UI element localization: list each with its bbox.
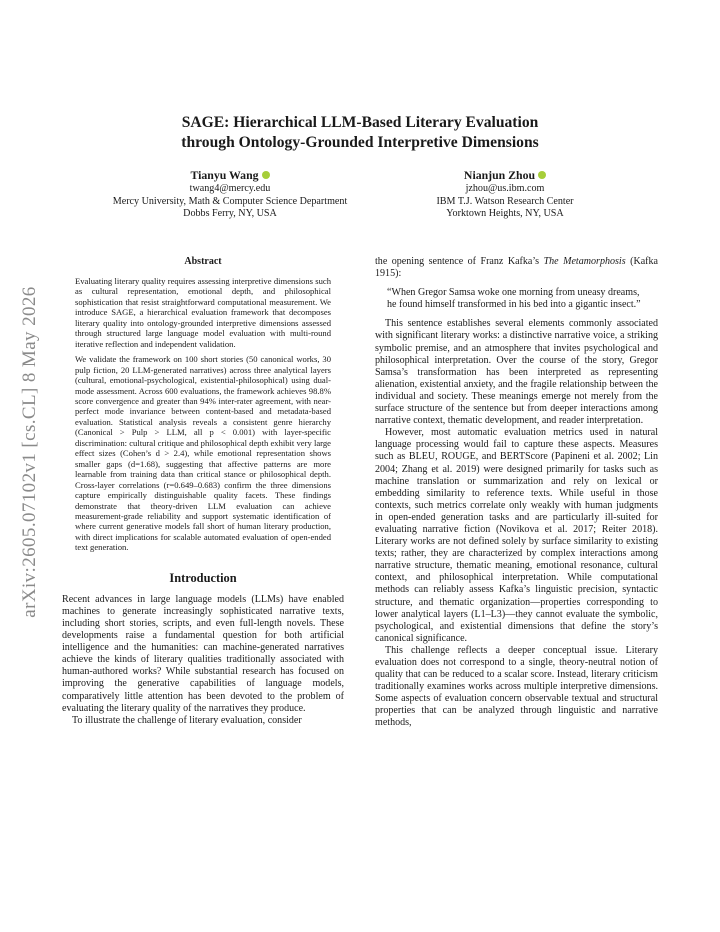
abstract-heading: Abstract [184,256,222,267]
abstract-paragraph: We validate the framework on 100 short stories (50 canonical works, 30 pulp fiction, 20 LLM-generated narratives) across three analytical layers (cultural, emotional-psychological, existential-philosophical) using dual-mode assessment. Across 600 evaluations, the framework achieves 98.8% score convergence and greater than 94% inter-rater agreement, with near-perfect mode invariance between content-based and metadata-based evaluation. Statistical analysis reveals a consistent genre hierarchy (Canonical > Pulp > LLM, all p < 0.001) with layer-specific discrimination: cultural critique and philosophical depth exhibit very large effect sizes (Cohen’s d > 2.4), while emotional representation shows smaller gaps (d=1.68), suggesting that affective patterns are more learnable from training data than critical stance or philosophical depth. Cross-layer correlations (r=0.649–0.683) confirm the three dimensions capture empirically distinguishable quality facets. These findings demonstrate that theory-driven LLM evaluation can achieve measurement-grade reliability and support systematic identification of where current generative models fall short of human literary production, with direct implications for scalable automated evaluation of open-ended text generation. [75,354,331,553]
author-email[interactable]: twang4@mercy.edu [189,183,271,194]
author-name-line [80,168,380,183]
author-block-2 [374,168,636,221]
title-line-1: SAGE: Hierarchical LLM-Based Literary Evaluation [181,114,539,131]
arxiv-stamp-text: arXiv:2605.07102v1 [cs.CL] 8 May 2026 [19,286,40,618]
abstract-paragraph: Evaluating literary quality requires assessing interpretive dimensions such as cultural representation, emotional depth, and philosophical sophistication that resist straightforward computational measurement. We introduce SAGE, a hierarchical evaluation framework that decomposes literary quality into ontology-grounded interpretive dimensions assessed through structured large language model evaluation with multi-round iterative reflection and independent validation. [75,276,331,349]
arxiv-identifier-stamp [17,262,43,642]
author-block-1 [80,168,380,221]
title-line-2: through Ontology-Grounded Interpretive Dimensions [181,134,539,151]
body-paragraph: This sentence establishes several elements commonly associated with significant literary works: a distinctive narrative voice, a striking symbolic premise, and an atmosphere that invites psychological and philosophical interpretation. Over the course of the story, Gregor Samsa’s transformation has been interpreted as representing alienation, existential anxiety, and the fragile relationship between the individual and society. These meanings emerge not merely from the surface structure of the sentence but from deeper interactions among narrative context, thematic development, and reader interpretation. [375,318,658,427]
intro-paragraph: To illustrate the challenge of literary evaluation, consider [72,714,302,726]
author-location: Dobbs Ferry, NY, USA [183,208,277,219]
author-affiliation: Mercy University, Math & Computer Science Department [112,195,348,207]
work-title: The Metamorphosis [543,256,626,267]
block-quote: “When Gregor Samsa woke one morning from uneasy dreams, he found himself transformed in his bed into a gigantic insect.” [387,287,641,311]
opening-paragraph [375,256,658,280]
author-location: Yorktown Heights, NY, USA [446,208,564,219]
orcid-icon[interactable] [262,171,270,179]
author-name: Tianyu Wang [190,168,259,182]
author-email[interactable]: jzhou@us.ibm.com [465,183,545,194]
author-affiliation: IBM T.J. Watson Research Center [436,195,574,207]
body-paragraph: However, most automatic evaluation metrics used in natural language processing would fail to capture these aspects. Measures such as BLEU, ROUGE, and BERTScore (Papineni et al. 2002; Lin 2004; Zhang et al. 2019) were designed primarily for tasks such as machine translation or summarization and rely on lexical or embedding similarity to reference texts. While useful in those contexts, such metrics correlate only weakly with human judgments in open-ended generation tasks and are particularly ill-suited for evaluating narrative fiction (Novikova et al. 2017; Reiter 2018). Literary works are not defined solely by surface similarity to existing texts; rather, they are characterized by complex interactions among narrative structure, thematic meaning, emotional resonance, cultural context, and philosophical interpretation. While computational methods can reliably assess Kafka’s linguistic precision, syntactic structure, and thematic organization—properties corresponding to lower analytical layers (L1–L3)—they cannot evaluate the symbolic, psychological, and existential dimensions that define the story’s canonical significance. [375,427,658,644]
right-column [375,256,658,730]
opening-citation: (Kafka 1915): [375,256,658,280]
opening-text: the opening sentence of Franz Kafka’s [375,256,544,267]
author-name: Nianjun Zhou [463,168,536,182]
intro-paragraph: Recent advances in large language models (LLMs) have enabled machines to generate increasingly sophisticated narrative texts, including short stories, scripts, and even full-length novels. These developments raise a fundamental question for both artificial intelligence and the humanities: can machine-generated narratives achieve the kinds of literary qualities traditionally associated with human-authored works? While substantial research has focused on improving the generative capabilities of language models, comparatively little attention has been devoted to the problem of evaluating the literary quality of the narratives they produce. [62,593,344,714]
left-column [62,256,344,727]
orcid-icon[interactable] [538,171,546,179]
paper-title [60,113,660,153]
introduction-heading: Introduction [169,570,237,585]
author-name-line [374,168,636,183]
body-paragraph: This challenge reflects a deeper conceptual issue. Literary evaluation does not correspond to a single, theory-neutral notion of quality that can be reduced to a scalar score. Instead, literary criticism traditionally examines works across multiple interpretive dimensions. Some aspects of evaluation concern observable textual and structural properties that can be analyzed through linguistic and narrative methods, [375,644,658,729]
